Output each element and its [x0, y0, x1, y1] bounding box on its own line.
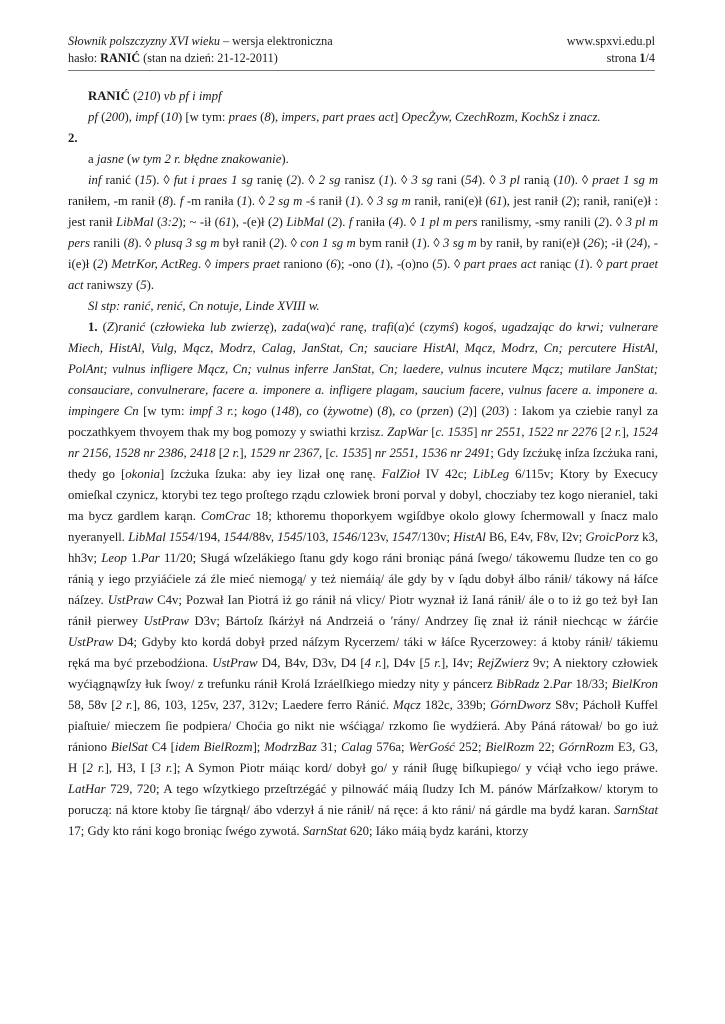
- text-run: 18/33;: [571, 677, 612, 691]
- text-run: vb pf i impf: [163, 89, 222, 103]
- text-run: 2: [290, 173, 297, 187]
- page-current: 1: [639, 51, 646, 65]
- text-run: (: [153, 215, 162, 229]
- text-run: zada: [282, 320, 307, 334]
- text-run: GroicPorz: [585, 530, 639, 544]
- text-run: C4 [: [147, 740, 175, 754]
- text-run: 3:2: [161, 215, 179, 229]
- text-run: raniła (: [352, 215, 393, 229]
- text-run: ) (: [368, 404, 382, 418]
- text-run: 2 sg: [318, 173, 341, 187]
- text-run: k3, hh3v;: [68, 530, 659, 565]
- text-run: Calag: [341, 740, 373, 754]
- entry-date: (stan na dzień: 21-12-2011): [140, 51, 278, 65]
- text-run: 24: [630, 236, 643, 250]
- text-run: ), -i(e)ł (: [68, 236, 659, 271]
- text-run: ranił, rani(e)ł (: [410, 194, 490, 208]
- text-run: (: [256, 110, 265, 124]
- text-run: 5: [140, 278, 147, 292]
- page-indicator: [607, 50, 655, 67]
- text-run: )] (: [468, 404, 486, 418]
- text-run: ). ◊: [247, 194, 269, 208]
- text-run: ),: [270, 110, 282, 124]
- text-run: Leop: [101, 551, 127, 565]
- text-run: UstPraw: [68, 635, 114, 649]
- text-run: jasne: [96, 152, 124, 166]
- text-run: ZapWar: [387, 425, 428, 439]
- text-run: UstPraw: [212, 656, 258, 670]
- text-run: (: [157, 110, 166, 124]
- text-run: part praet act: [68, 257, 659, 292]
- text-run: FalZioł: [381, 467, 420, 481]
- text-run: przen: [420, 404, 450, 418]
- text-run: ) (: [449, 404, 463, 418]
- text-run: ranili (: [89, 236, 128, 250]
- entry-aspect-line: [68, 107, 658, 128]
- text-run: 4: [392, 215, 399, 229]
- text-run: raniąc (: [536, 257, 579, 271]
- text-run: 9v; A niektory człowiek wyćiągnąwſzy łuk ſwoy/ z trefunku ránił Krolá Izráelſkiego miedzy nity y páncerz: [68, 656, 658, 691]
- page-label: strona: [606, 51, 640, 65]
- text-run: ); -ono (: [336, 257, 380, 271]
- text-run: bym ranił (: [355, 236, 417, 250]
- text-run: f: [179, 194, 184, 208]
- section-number: [68, 128, 658, 149]
- text-run: ],: [239, 446, 251, 460]
- text-run: 576a;: [372, 740, 409, 754]
- text-run: ];: [252, 740, 265, 754]
- text-run: ć: [408, 320, 415, 334]
- text-run: praes: [228, 110, 257, 124]
- text-run: ], I4v;: [441, 656, 478, 670]
- text-run: 620; Iáko máią bydz karáni, ktorzy: [346, 824, 529, 838]
- text-run: a: [88, 152, 97, 166]
- text-run: 8: [381, 404, 388, 418]
- text-run: by ranił, by rani(e)ł (: [476, 236, 588, 250]
- meaning-1-paragraph: [68, 317, 658, 842]
- text-run: (: [306, 320, 311, 334]
- text-run: ), -(e)ł (: [231, 215, 273, 229]
- text-run: ). ◊: [134, 236, 155, 250]
- text-run: ).: [281, 152, 289, 166]
- text-run: 17; Gdy kto ráni kogo broniąc ſwégo zywotá.: [68, 824, 303, 838]
- text-run: ).: [168, 194, 180, 208]
- text-run: praet 1 sg m: [592, 173, 659, 187]
- text-run: 8: [264, 110, 271, 124]
- text-run: LibMal: [286, 215, 324, 229]
- text-run: 58, 58v [: [68, 698, 116, 712]
- page-header: [68, 33, 655, 71]
- text-run: HistAl: [453, 530, 486, 544]
- text-run: (: [129, 89, 138, 103]
- text-run: BielSat: [110, 740, 148, 754]
- text-run: /123v,: [357, 530, 392, 544]
- text-run: 8: [162, 194, 169, 208]
- text-run: 2: [462, 404, 469, 418]
- text-run: 2: [273, 236, 280, 250]
- text-run: ). ◊: [585, 257, 607, 271]
- text-run: ranilismy, -smy ranili (: [477, 215, 599, 229]
- header-divider: [68, 70, 655, 71]
- text-run: 2 r.: [223, 446, 240, 460]
- text-run: idem BielRozm: [174, 740, 253, 754]
- text-run: (: [266, 404, 276, 418]
- text-run: ]: [394, 110, 402, 124]
- text-run: 2: [272, 215, 279, 229]
- text-run: /130v;: [417, 530, 454, 544]
- text-run: 22;: [534, 740, 559, 754]
- text-run: 148: [275, 404, 295, 418]
- text-run: okonia: [125, 467, 160, 481]
- text-run: f: [348, 215, 353, 229]
- text-run: con 1 sg m: [300, 236, 356, 250]
- text-run: 3 sg: [411, 173, 434, 187]
- text-run: ).: [337, 215, 349, 229]
- text-run: 2 r.: [604, 425, 622, 439]
- text-run: (: [318, 404, 328, 418]
- text-run: c. 1535: [435, 425, 474, 439]
- text-run: a: [398, 320, 405, 334]
- text-run: 3 sg m: [443, 236, 477, 250]
- text-run: ]: [367, 446, 375, 460]
- text-run: wa: [310, 320, 326, 334]
- text-run: raniono (: [279, 257, 331, 271]
- text-run: ). ◊: [279, 236, 301, 250]
- entry-body: [68, 86, 658, 842]
- text-run: ), -(o)no (: [385, 257, 437, 271]
- text-run: ). ◊: [477, 173, 500, 187]
- text-run: BielKron: [611, 677, 659, 691]
- text-run: ; Gdy ſzcżukę inſza ſzcżuka rani, thedy go [: [68, 446, 658, 481]
- text-run: ). ◊: [389, 173, 412, 187]
- text-run: /103,: [302, 530, 332, 544]
- text-run: E3, G3, H [: [68, 740, 659, 775]
- text-run: /194,: [194, 530, 224, 544]
- text-run: 1: [578, 257, 586, 271]
- text-run: rani (: [433, 173, 466, 187]
- text-run: czymś: [423, 320, 455, 334]
- text-run: 2.: [539, 677, 553, 691]
- text-run: [w tym:: [138, 404, 190, 418]
- text-run: D4; Gdyby kto kordá dobył przed náſzym Rycerzem/ táki w łáſce Rycerzowey: á ktoby ránił/ tákiemu ręká ma być przebodźiona.: [68, 635, 658, 670]
- text-run: D4, B4v, D3v, D4 [: [257, 656, 365, 670]
- text-run: plusq 3 sg m: [154, 236, 220, 250]
- text-run: OpecŻyw, CzechRozm, KochSz i znacz.: [401, 110, 601, 124]
- text-run: w tym 2 r. błędne znakowanie: [131, 152, 282, 166]
- text-run: ): [404, 320, 409, 334]
- text-run: (: [97, 110, 106, 124]
- text-run: [: [215, 446, 223, 460]
- text-run: 729, 720; A tego wſzytkiego przeſtrzégáć y pilnowáć máią ſludzy Ich M. pánów Márſzałkow/ ktorym to poruczą: ná ktore ktoby ſie tárgnął/ ábo vderzył á nie ránił/ ná ręce: á kto ráni/ ná gárdle ma bydź karan.: [68, 782, 658, 817]
- text-run: był ranił (: [219, 236, 274, 250]
- text-run: ]; A Symon Piotr máiąc kord/ dobył go/ y ránił ſługę biſkupiego/ y vćiął vcho iego práwe.: [172, 761, 658, 775]
- entry-label: hasło:: [68, 51, 101, 65]
- etymology-line: [68, 296, 658, 317]
- text-run: 2 sg m: [268, 194, 303, 208]
- text-run: 3 pl: [499, 173, 520, 187]
- text-run: ). ◊: [570, 173, 593, 187]
- entry-headword-line: [68, 86, 658, 107]
- text-run: S8v; Pácholł Kuffel piaſtuie/ mieczem ſie podpiera/ Choćia go nikt nie wśćiąga/ rzkomo ſie wydźierá. Aby Páná rátował/ bo go iuż rániono: [68, 698, 658, 754]
- text-run: /88v,: [249, 530, 278, 544]
- text-run: 8: [127, 236, 135, 250]
- text-run: UstPraw: [107, 593, 154, 607]
- text-run: ć ranę, trafi: [329, 320, 394, 334]
- text-run: LibMal: [116, 215, 154, 229]
- text-run: nr 2551, 1522 nr 2276: [481, 425, 598, 439]
- text-run: co: [306, 404, 319, 418]
- text-run: B6, E4v, F8v, I2v;: [485, 530, 586, 544]
- text-run: D3v; Bártoſz ſkárżył ná Andrzeiá o ′rány/ Andrzey ſię znał iż ránił niechcąc w źárćie: [188, 614, 658, 628]
- text-run: 31;: [316, 740, 342, 754]
- text-run: WerGość: [408, 740, 455, 754]
- text-run: 6/115v; Ktory by Execucy omieſkal czynicz, ktorybi tez tego proſtego rządu czlowiek broni porval y dobyl, chocziaby tez kogo nieraniel, taki ma bycz gardlem karąn.: [68, 467, 658, 523]
- text-run: 1.: [126, 551, 141, 565]
- text-run: 11/20; Sługá wſzelákiego ſtanu gdy kogo ráni broniąc páná ſwego/ tákowemu ſludze ten co go ránią y iego przyiáćiele zá źle mieć niemogą/ y też niemáią/ ále gdy by v ſądu dobył álbo ránił/ tákowy ná łáſce náſzey.: [68, 551, 658, 607]
- text-run: ),: [269, 320, 283, 334]
- text-run: ) [w tym:: [177, 110, 229, 124]
- text-run: ranić (: [101, 173, 140, 187]
- text-run: ], D4v [: [381, 656, 424, 670]
- text-run: (: [323, 215, 332, 229]
- text-run: ]: [473, 425, 482, 439]
- source-title-line: [68, 33, 333, 50]
- text-run: 2: [331, 215, 338, 229]
- text-run: ). ◊: [422, 236, 444, 250]
- text-run: 18; kthoremu thoporkyem wgiſdbye okolo glowy ſchermowall y ſnacz malo nyeranyell.: [68, 509, 658, 544]
- text-run: [: [427, 425, 436, 439]
- text-run: kogo: [241, 404, 267, 418]
- text-run: ], 86, 103, 125v, 237, 312v; Laedere ferro Ránić.: [132, 698, 394, 712]
- text-run: 2 r.: [86, 761, 105, 775]
- text-run: raniłem, -m ranił (: [68, 194, 163, 208]
- text-run: 252;: [454, 740, 486, 754]
- text-run: ComCrac: [200, 509, 251, 523]
- text-run: 3 r.: [154, 761, 173, 775]
- text-run: Z: [106, 320, 114, 334]
- text-run: ranią (: [519, 173, 558, 187]
- text-run: 1545: [277, 530, 303, 544]
- text-run: 6: [330, 257, 337, 271]
- text-run: . ◊: [197, 257, 215, 271]
- text-run: ): [114, 320, 119, 334]
- text-run: GórnDworz: [490, 698, 552, 712]
- entry-info: [68, 50, 278, 67]
- text-run: ). ◊: [296, 173, 319, 187]
- text-run: człowieka lub zwierzę: [154, 320, 270, 334]
- text-run: LibLeg: [473, 467, 510, 481]
- text-run: SarnStat: [614, 803, 658, 817]
- text-run: 203: [485, 404, 505, 418]
- text-run: C4v; Pozwał Ian Piotrá iż go ránił ná vlicy/ Piotr wyznał iż Ianá ránił/ ále o to iż go też był Ian ránił pierwey: [68, 593, 658, 628]
- text-run: 61: [218, 215, 232, 229]
- text-run: ); ~ -ił (: [178, 215, 219, 229]
- text-run: (: [411, 404, 421, 418]
- text-run: ;: [233, 404, 242, 418]
- source-version: – wersja elektroniczna: [219, 34, 333, 48]
- text-run: ),: [124, 110, 136, 124]
- text-run: 1547: [391, 530, 418, 544]
- text-run: 210: [137, 89, 157, 103]
- text-run: -ś ranił (: [302, 194, 350, 208]
- inflection-paragraph: [68, 170, 658, 296]
- text-run: [: [597, 425, 605, 439]
- text-run: BielRozm: [485, 740, 535, 754]
- text-run: SarnStat: [302, 824, 347, 838]
- text-run: Par: [140, 551, 160, 565]
- text-run: (: [145, 320, 155, 334]
- text-run: 1: [379, 257, 386, 271]
- text-run: (: [414, 320, 424, 334]
- text-run: LatHar: [68, 782, 106, 796]
- text-run: ). ◊: [151, 173, 174, 187]
- text-run: ). ◊: [442, 257, 464, 271]
- text-run: ranisz (: [340, 173, 384, 187]
- text-run: ). ◊: [398, 215, 420, 229]
- text-run: 1546: [331, 530, 358, 544]
- text-run: impf 3 r.: [189, 404, 234, 418]
- text-run: 2.: [68, 131, 78, 145]
- text-run: 2: [97, 257, 104, 271]
- text-run: ). ◊: [356, 194, 377, 208]
- text-run: [: [322, 446, 330, 460]
- pronunciation-line: [68, 149, 658, 170]
- text-run: LibMal 1554: [128, 530, 195, 544]
- text-run: ], H3, I [: [104, 761, 155, 775]
- text-run: ).: [146, 278, 155, 292]
- text-run: 200: [105, 110, 125, 124]
- text-run: ),: [294, 404, 307, 418]
- text-run: part praes act: [463, 257, 537, 271]
- text-run: 5: [436, 257, 443, 271]
- header-row-1: [68, 33, 655, 50]
- text-run: -m raniła (: [183, 194, 242, 208]
- text-run: 2: [565, 194, 573, 208]
- text-run: kogoś, ugadzając do krwi; vulnerare Miech, HistAl, Vulg, Mącz, Modrz, Calag, JanStat, Cn; sauciare HistAl, Mącz, Modrz, Cn; percutere HistAl, PolAnt; vulnus infligere Mącz, Cn; vulnus inferre JanStat, Cn; laedere, vulnus incutere Mącz; mutilare JanStat; consauciare, convulnerare, facere a. imponere a. infligere plagam, saucium facere, vulnus facere a. imponere a. impingere Cn: [68, 320, 659, 418]
- source-title: Słownik polszczyzny XVI wieku: [68, 34, 220, 48]
- text-run: 1: [241, 194, 248, 208]
- text-run: ); -ił (: [600, 236, 631, 250]
- page-total: /4: [645, 51, 655, 65]
- text-run: 5 r.: [423, 656, 442, 670]
- text-run: ) : Iakom ya cziebie ranyl za poczathkyem thvoyem thak my bog pomozy y swiathi krzisz.: [68, 404, 659, 439]
- text-run: impf: [135, 110, 158, 124]
- text-run: Par: [552, 677, 572, 691]
- text-run: ): [454, 320, 464, 334]
- text-run: BibRadz: [496, 677, 540, 691]
- text-run: 3 sg m: [376, 194, 411, 208]
- text-run: 61: [489, 194, 503, 208]
- text-run: 10: [165, 110, 178, 124]
- text-run: 1544: [223, 530, 250, 544]
- text-run: GórnRozm: [558, 740, 614, 754]
- text-run: ranić: [118, 320, 146, 334]
- text-run: ): [325, 320, 330, 334]
- text-run: ): [103, 257, 112, 271]
- text-run: 1 pl m pers: [419, 215, 478, 229]
- text-run: żywotne: [327, 404, 369, 418]
- text-run: 54: [465, 173, 478, 187]
- text-run: RANIĆ: [88, 89, 130, 103]
- entry-word: RANIĆ: [100, 51, 141, 65]
- header-row-2: [68, 50, 655, 67]
- text-run: 1529 nr 2367,: [250, 446, 323, 460]
- text-run: 15: [139, 173, 152, 187]
- text-run: 182c, 339b;: [420, 698, 491, 712]
- text-run: ). ◊: [604, 215, 626, 229]
- text-run: 1: [383, 173, 390, 187]
- text-run: (: [393, 320, 399, 334]
- text-run: ),: [387, 404, 400, 418]
- text-run: 1: [416, 236, 423, 250]
- text-run: (: [97, 320, 107, 334]
- text-run: UstPraw: [143, 614, 189, 628]
- text-run: (: [123, 152, 132, 166]
- text-run: 2: [598, 215, 605, 229]
- text-run: impers, part praes act: [281, 110, 395, 124]
- text-run: c. 1535: [329, 446, 368, 460]
- text-run: 1524 nr 2156, 1528 nr 2386, 2418: [68, 425, 658, 460]
- text-run: ] ſzcżuka ſzuka: aby iey lizał onę ranę.: [160, 467, 382, 481]
- text-run: 1.: [88, 320, 98, 334]
- text-run: IV 42c;: [419, 467, 474, 481]
- text-run: ): [278, 215, 287, 229]
- text-run: Sl stp: ranić, renić, Cn notuje, Linde XVIII w.: [88, 299, 320, 313]
- text-run: 4 r.: [364, 656, 382, 670]
- text-run: 10: [557, 173, 571, 187]
- text-run: 26: [587, 236, 601, 250]
- text-run: Mącz: [393, 698, 421, 712]
- text-run: ],: [621, 425, 633, 439]
- text-run: raniwszy (: [83, 278, 141, 292]
- text-run: impers praet: [214, 257, 280, 271]
- text-run: 1: [349, 194, 357, 208]
- text-run: fut i praes 1 sg: [173, 173, 253, 187]
- text-run: ): [156, 89, 164, 103]
- text-run: ranię (: [252, 173, 291, 187]
- text-run: ); ranił, rani(e)ł : jest ranił: [68, 194, 659, 229]
- text-run: co: [399, 404, 412, 418]
- text-run: ), jest ranił (: [502, 194, 566, 208]
- text-run: nr 2551, 1536 nr 2491: [374, 446, 491, 460]
- website-link[interactable]: www.spxvi.edu.pl: [566, 34, 655, 48]
- text-run: inf: [88, 173, 102, 187]
- text-run: RejZwierz: [477, 656, 529, 670]
- text-run: ModrzBaz: [264, 740, 317, 754]
- text-run: MetrKor, ActReg: [111, 257, 198, 271]
- text-run: 3 pl m pers: [68, 215, 659, 250]
- text-run: pf: [88, 110, 98, 124]
- text-run: 2 r.: [115, 698, 133, 712]
